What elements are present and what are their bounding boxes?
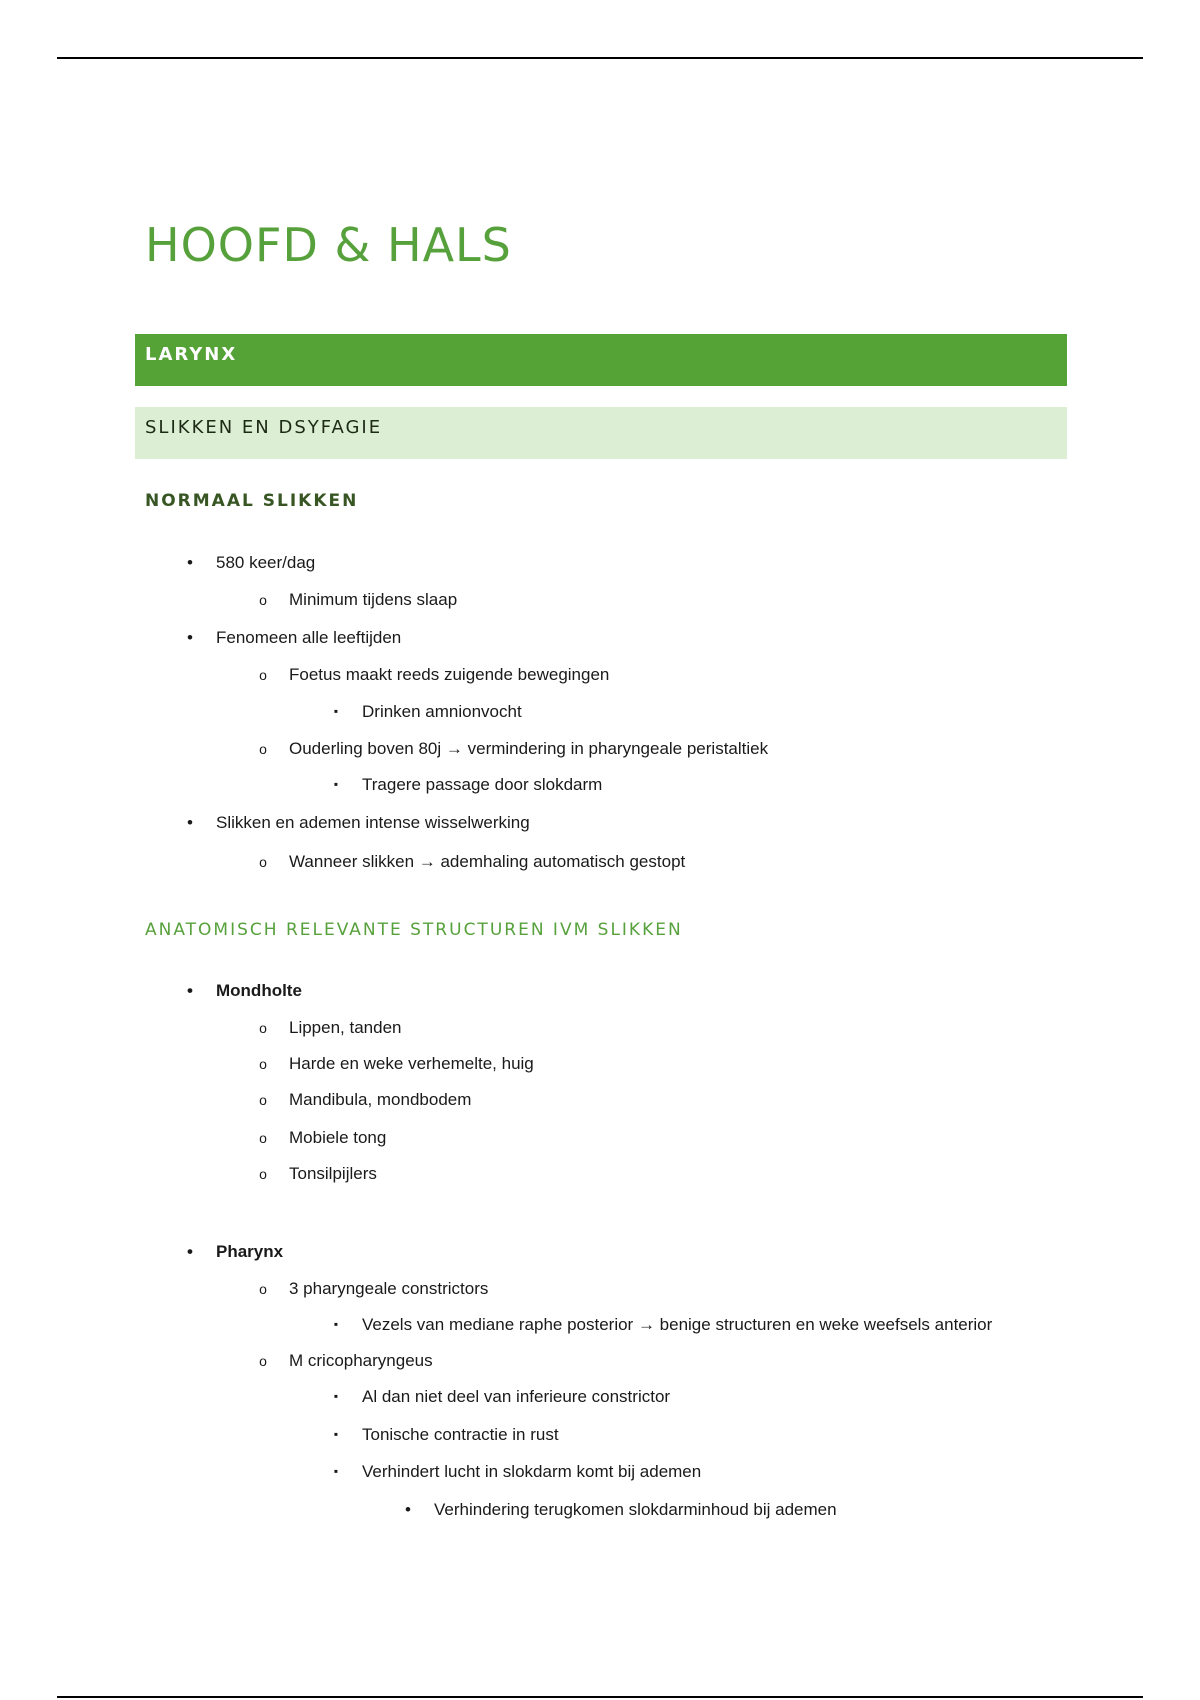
square-bullet-icon: ▪: [333, 1317, 339, 1331]
circle-bullet-icon: o: [259, 1130, 267, 1146]
list-item: [333, 1462, 702, 1482]
disc-bullet-icon: •: [405, 1500, 411, 1519]
list-item-text: Ouderling boven 80j → vermindering in pharyngeale peristaltiek: [289, 739, 769, 758]
disc-bullet-icon: •: [187, 553, 193, 572]
heading-normaal-slikken: NORMAAL SLIKKEN: [145, 491, 359, 511]
circle-bullet-icon: o: [259, 1020, 267, 1036]
list-item: [259, 739, 769, 759]
list-item-text: Tonische contractie in rust: [362, 1425, 559, 1444]
list-item: [259, 852, 686, 872]
subsection-heading: SLIKKEN EN DSYFAGIE: [135, 407, 1067, 459]
list-item-text: Mandibula, mondbodem: [289, 1090, 472, 1109]
disc-bullet-icon: •: [187, 1242, 193, 1261]
list-item: [187, 1242, 284, 1262]
square-bullet-icon: ▪: [333, 1427, 339, 1441]
list-item-text: Fenomeen alle leeftijden: [216, 628, 402, 647]
square-bullet-icon: ▪: [333, 1464, 339, 1478]
page-title: HOOFD & HALS: [145, 218, 512, 272]
circle-bullet-icon: o: [259, 1092, 267, 1108]
list-item-text: Lippen, tanden: [289, 1018, 402, 1037]
list-item: [187, 981, 302, 1001]
list-item: [187, 553, 316, 573]
section-heading-larynx: LARYNX: [135, 334, 1067, 386]
list-item: [187, 813, 530, 833]
list-item-text: Pharynx: [216, 1242, 284, 1261]
circle-bullet-icon: o: [259, 1281, 267, 1297]
list-item-text: Vezels van mediane raphe posterior → benige structuren en weke weefsels anterior: [362, 1315, 993, 1334]
list-item: [259, 1128, 387, 1148]
list-item-text: Wanneer slikken → ademhaling automatisch gestopt: [289, 852, 686, 871]
list-item-text: Tragere passage door slokdarm: [362, 775, 603, 794]
list-item-text: Mondholte: [216, 981, 302, 1000]
heading-anatomische-structuren: ANATOMISCH RELEVANTE STRUCTUREN IVM SLIKKEN: [145, 920, 683, 940]
list-item-text: Drinken amnionvocht: [362, 702, 522, 721]
list-item: [333, 1315, 993, 1335]
list-item-text: Mobiele tong: [289, 1128, 387, 1147]
disc-bullet-icon: •: [187, 813, 193, 832]
list-item-text: Harde en weke verhemelte, huig: [289, 1054, 534, 1073]
circle-bullet-icon: o: [259, 854, 267, 870]
square-bullet-icon: ▪: [333, 704, 339, 718]
circle-bullet-icon: o: [259, 1056, 267, 1072]
header-rule: [57, 57, 1143, 59]
list-item: [259, 590, 458, 610]
list-item-text: Minimum tijdens slaap: [289, 590, 458, 609]
list-item: [259, 1018, 402, 1038]
list-item-text: 3 pharyngeale constrictors: [289, 1279, 489, 1298]
list-item: [405, 1500, 837, 1520]
circle-bullet-icon: o: [259, 592, 267, 608]
disc-bullet-icon: •: [187, 981, 193, 1000]
circle-bullet-icon: o: [259, 1353, 267, 1369]
list-item-text: Al dan niet deel van inferieure constrictor: [362, 1387, 671, 1406]
list-item-text: 580 keer/dag: [216, 553, 316, 572]
list-item: [333, 702, 522, 722]
list-item: [187, 628, 402, 648]
disc-bullet-icon: •: [187, 628, 193, 647]
list-item: [259, 1164, 377, 1184]
square-bullet-icon: ▪: [333, 777, 339, 791]
list-item: [333, 1387, 671, 1407]
square-bullet-icon: ▪: [333, 1389, 339, 1403]
list-item-text: Slikken en ademen intense wisselwerking: [216, 813, 530, 832]
footer-rule: [57, 1696, 1143, 1698]
list-item-text: Verhindering terugkomen slokdarminhoud bij ademen: [434, 1500, 837, 1519]
circle-bullet-icon: o: [259, 741, 267, 757]
circle-bullet-icon: o: [259, 1166, 267, 1182]
list-item: [333, 1425, 559, 1445]
list-item: [259, 1351, 433, 1371]
list-item-text: Tonsilpijlers: [289, 1164, 377, 1183]
list-item: [259, 665, 610, 685]
list-item-text: M cricopharyngeus: [289, 1351, 433, 1370]
list-item: [333, 775, 603, 795]
list-item: [259, 1090, 472, 1110]
list-item: [259, 1054, 534, 1074]
list-item-text: Foetus maakt reeds zuigende bewegingen: [289, 665, 610, 684]
circle-bullet-icon: o: [259, 667, 267, 683]
list-item-text: Verhindert lucht in slokdarm komt bij ademen: [362, 1462, 702, 1481]
list-item: [259, 1279, 489, 1299]
